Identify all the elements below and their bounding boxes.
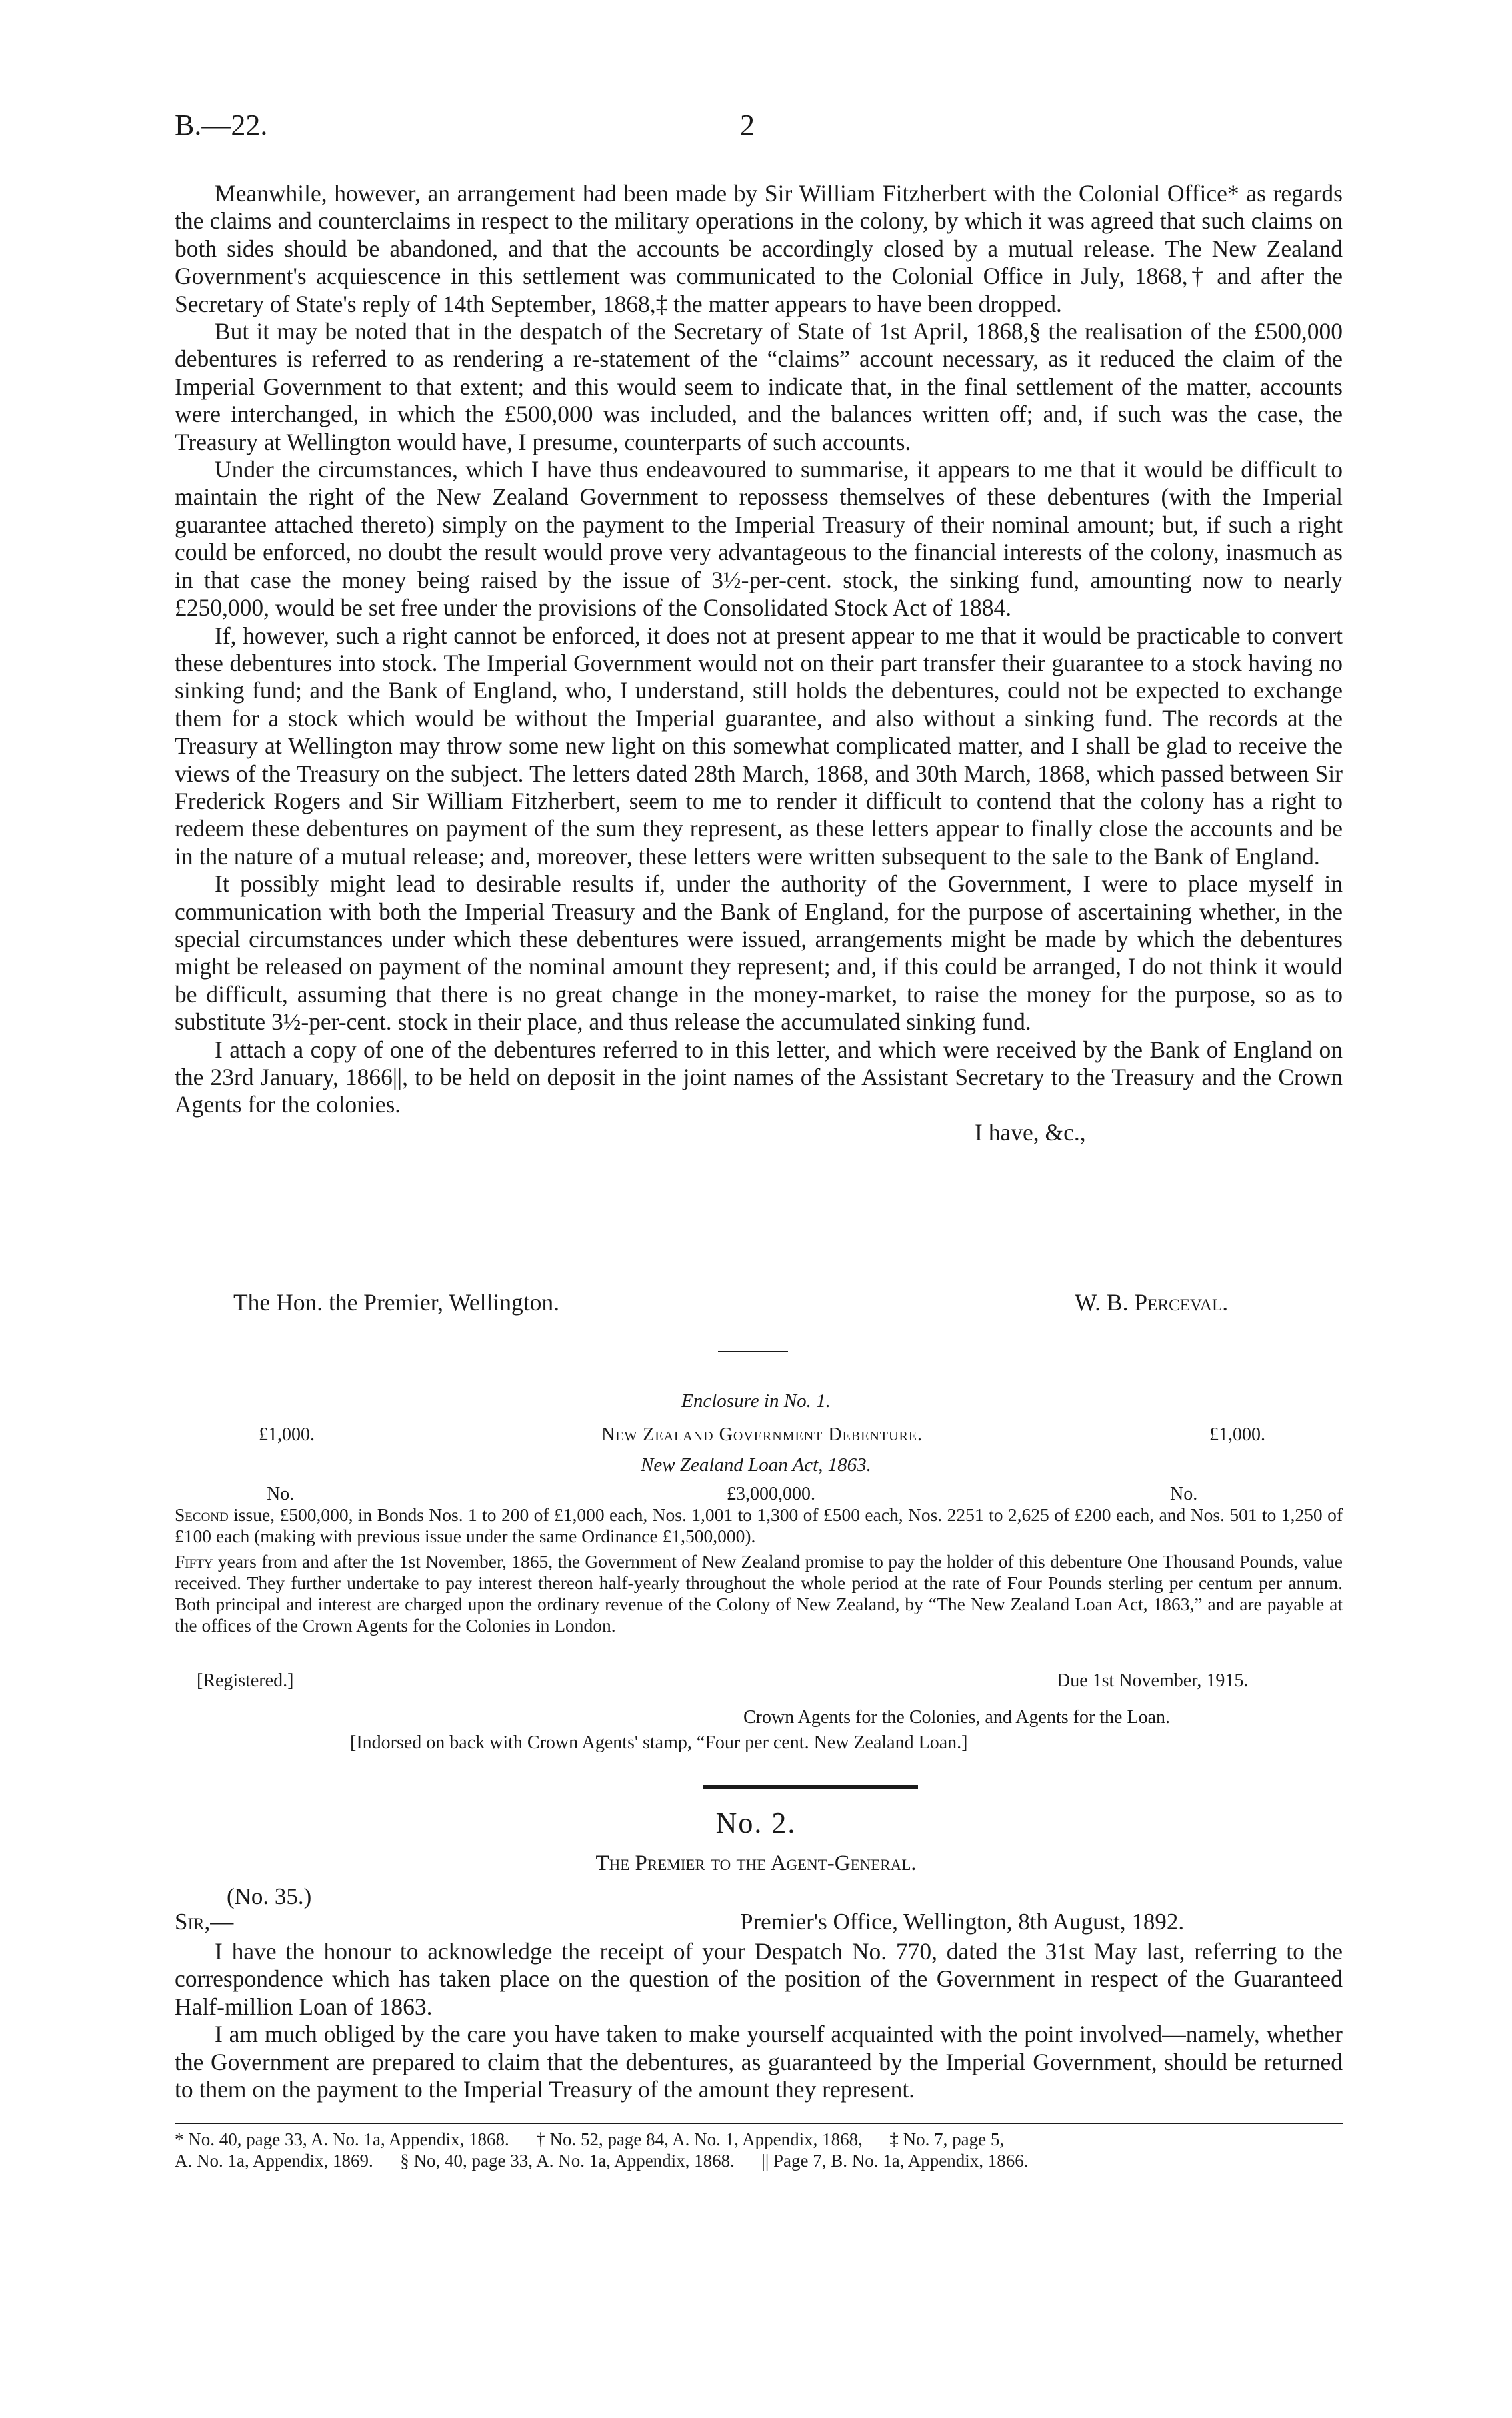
registered-row <box>197 1670 1343 1692</box>
letter-body <box>175 180 1343 1146</box>
paragraph: I have the honour to acknowledge the receipt of your Despatch No. 770, dated the 31st May last, referring to the correspondence which has taken place on the question of the position of the Government in respect of the Guaranteed Half-million Loan of 1863. <box>175 1938 1343 2020</box>
signature: W. B. Perceval. <box>1075 1289 1229 1316</box>
paragraph: But it may be noted that in the despatch of the Secretary of State of 1st April, 1868,§ the realisation of the £500,000 debentures is referred to as rendering a re-statement of the “claims” account necessary, as it reduced the claim of the Imperial Government to that extent; and this would seem to indicate that, in the final settlement of the matter, accounts were interchanged, in which the £500,000 was included, and the balances written off; and, if such was the case, the Treasury at Wellington would have, I presume, counterparts of such accounts. <box>175 318 1343 455</box>
addressee: The Hon. the Premier, Wellington. <box>233 1289 560 1316</box>
number-right: No. <box>1170 1484 1198 1504</box>
crown-agents: Crown Agents for the Colonies, and Agents for the Loan. <box>743 1707 1171 1728</box>
paragraph: Under the circumstances, which I have thus endeavoured to summarise, it appears to me that it would be difficult to maintain the right of the New Zealand Government to repossess themselves of these debentures (with the Imperial guarantee attached thereto) simply on the payment to the Imperial Treasury of their nominal amount; but, if such a right could be enforced, no doubt the result would prove very advantageous to the financial interests of the colony, inasmuch as in that case the money being raised by the issue of 3½-per-cent. stock, the sinking fund, amounting now to nearly £250,000, would be set free under the provisions of the Consolidated Stock Act of 1884. <box>175 456 1343 622</box>
paragraph: I attach a copy of one of the debentures referred to in this letter, and which were received by the Bank of England on the 23rd January, 1866||, to be held on deposit in the joint names of the Assistant Secretary to the Treasury and the Crown Agents for the colonies. <box>175 1036 1343 1118</box>
footnote-line: * No. 40, page 33, A. No. 1a, Appendix, 1868. † No. 52, page 84, A. No. 1, Appendix, 1868, ‡ No. 7, page 5, <box>175 2129 1005 2149</box>
debenture-heading: New Zealand Government Debenture. <box>601 1424 923 1445</box>
loan-act: New Zealand Loan Act, 1863. <box>641 1454 871 1476</box>
letter-subtitle: The Premier to the Agent-General. <box>595 1851 917 1875</box>
despatch-ref: (No. 35.) <box>227 1883 312 1909</box>
amount-right: £1,000. <box>1209 1424 1265 1445</box>
letter2-body <box>175 1938 1343 2103</box>
closing: I have, &c., <box>975 1118 1086 1146</box>
debenture-text <box>175 1504 1343 1636</box>
number-left: No. <box>267 1484 295 1504</box>
indorsement: [Indorsed on back with Crown Agents' stamp, “Four per cent. New Zealand Loan.] <box>350 1732 968 1753</box>
letter-number: No. 2. <box>715 1806 797 1839</box>
amount-left: £1,000. <box>259 1424 315 1445</box>
footnote-rule <box>175 2123 1343 2124</box>
place-date: Premier's Office, Wellington, 8th August, 1892. <box>740 1909 1185 1935</box>
footnotes <box>175 2129 1343 2171</box>
divider <box>718 1351 788 1352</box>
document-reference: B.—22. <box>175 109 268 141</box>
due-date: Due 1st November, 1915. <box>1057 1670 1249 1691</box>
second-issue: Second issue, £500,000, in Bonds Nos. 1 to 200 of £1,000 each, Nos. 1,001 to 1,300 of £500 each, Nos. 2251 to 2,625 of £200 each, and Nos. 501 to 1,250 of £100 each (making with previous issue under the same Ordinance £1,500,000). <box>175 1504 1343 1546</box>
paragraph: It possibly might lead to desirable results if, under the authority of the Government, I were to place myself in communication with both the Imperial Treasury and the Bank of England, for the purpose of ascertaining whether, in the special circumstances under which these debentures were issued, arrangements might be made by which the debentures might be released on payment of the nominal amount they represent; and, if this could be arranged, I do not think it would be difficult, assuming that there is no great change in the money-market, to raise the money for the purpose, so as to substitute 3½-per-cent. stock in their place, and thus release the accumulated sinking fund. <box>175 870 1343 1036</box>
fifty-years: Fifty years from and after the 1st November, 1865, the Government of New Zealand promise to pay the holder of this debenture One Thousand Pounds, value received. They further undertake to pay interest thereon half-yearly throughout the whole period at the rate of Four Pounds sterling per centum per annum. Both principal and interest are charged upon the ordinary revenue of the Colony of New Zealand, by “The New Zealand Loan Act, 1863,” and are payable at the offices of the Crown Agents for the Colonies in London. <box>175 1551 1343 1636</box>
paragraph: Meanwhile, however, an arrangement had been made by Sir William Fitzherbert with the Colonial Office* as regards the claims and counterclaims in respect to the military operations in the colony, by which it was agreed that such claims on both sides should be abandoned, and that the accounts be accordingly closed by a mutual release. The New Zealand Government's acquiescence in this settlement was communicated to the Colonial Office in July, 1868,† and after the Secretary of State's reply of 14th September, 1868,‡ the matter appears to have been dropped. <box>175 180 1343 317</box>
footnote-line: A. No. 1a, Appendix, 1869. § No, 40, page 33, A. No. 1a, Appendix, 1868. || Page 7, B. No. 1a, Appendix, 1866. <box>175 2151 1029 2171</box>
page-number: 2 <box>740 109 755 141</box>
registered: [Registered.] <box>197 1670 294 1691</box>
paragraph: If, however, such a right cannot be enforced, it does not at present appear to me that it would be practicable to convert these debentures into stock. The Imperial Government would not on their part transfer their guarantee to a stock having no sinking fund; and the Bank of England, who, I understand, still holds the debentures, could not be expected to exchange them for a stock which would be without the Imperial guarantee, and also without a sinking fund. The records at the Treasury at Wellington may throw some new light on this somewhat complicated matter, and I shall be glad to receive the views of the Treasury on the subject. The letters dated 28th March, 1868, and 30th March, 1868, which passed between Sir Frederick Rogers and Sir William Fitzherbert, seem to me to render it difficult to contend that the colony has a right to redeem these debentures on payment of the sum they represent, as these letters appear to finally close the accounts and be in the nature of a mutual release; and, moreover, these letters were written subsequent to the sale to the Bank of England. <box>175 622 1343 870</box>
section-divider <box>703 1785 918 1789</box>
salutation: Sir,— <box>175 1909 234 1935</box>
paragraph: I am much obliged by the care you have taken to make yourself acquainted with the point involved—namely, whether the Government are prepared to claim that the debentures, as guaranteed by the Imperial Government, should be returned to them on the payment to the Imperial Treasury of the amount they represent. <box>175 2021 1343 2103</box>
enclosure-title: Enclosure in No. 1. <box>681 1390 831 1412</box>
total-amount: £3,000,000. <box>727 1484 815 1504</box>
